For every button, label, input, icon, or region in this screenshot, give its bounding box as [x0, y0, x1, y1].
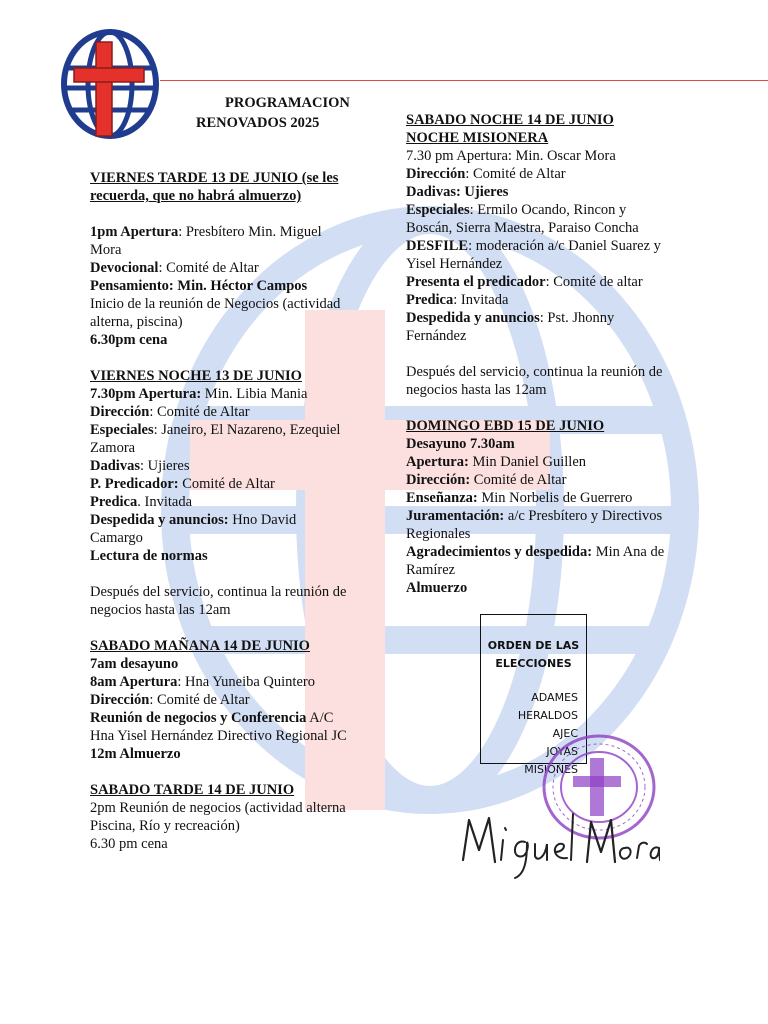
program-line: Presenta el predicador: Comité de altar [406, 274, 643, 290]
elections-box-title: ORDEN DE LAS ELECCIONES [487, 639, 580, 670]
program-line: Dirección: Comité de Altar [90, 692, 250, 708]
program-line: Dirección: Comité de Altar [406, 472, 567, 488]
section-heading: DOMINGO EBD 15 DE JUNIO [406, 418, 605, 434]
program-line: 12m Almuerzo [90, 746, 181, 762]
program-line: Dadivas: Ujieres [406, 184, 509, 200]
section-heading: SABADO TARDE 14 DE JUNIO [90, 782, 295, 798]
section-heading: VIERNES TARDE 13 DE JUNIO (se les [90, 170, 339, 186]
program-line: 6.30pm cena [90, 332, 168, 348]
program-line: Pensamiento: Min. Héctor Campos [90, 278, 308, 294]
program-line: 7.30pm Apertura: Min. Libia Mania [90, 386, 308, 402]
left-column [90, 169, 390, 853]
program-line: 6.30 pm cena [90, 836, 168, 852]
program-line: Dadivas: Ujieres [90, 458, 190, 474]
program-line: Reunión de negocios y Conferencia A/C [90, 710, 334, 726]
program-line: 2pm Reunión de negocios (actividad alterna [90, 800, 346, 816]
program-line: Desayuno 7.30am [406, 436, 515, 452]
election-item: HERALDOS [517, 709, 578, 722]
program-line: 7.30 pm Apertura: Min. Oscar Mora [406, 148, 616, 164]
program-line: Yisel Hernández [406, 256, 503, 272]
program-line: Mora [90, 242, 122, 258]
program-line: 7am desayuno [90, 656, 179, 672]
program-line: Regionales [406, 526, 471, 542]
program-line: Después del servicio, continua la reunión de [90, 584, 347, 600]
program-line: Apertura: Min Daniel Guillen [406, 454, 587, 470]
program-line: DESFILE: moderación a/c Daniel Suarez y [406, 238, 661, 254]
program-line: Especiales: Ermilo Ocando, Rincon y [406, 202, 627, 218]
program-line: alterna, piscina) [90, 314, 183, 330]
program-line: Zamora [90, 440, 136, 456]
program-line: Dirección: Comité de Altar [90, 404, 250, 420]
program-line: Dirección: Comité de Altar [406, 166, 566, 182]
program-line: Piscina, Río y recreación) [90, 818, 240, 834]
header-divider [160, 80, 768, 81]
right-column [406, 111, 696, 597]
program-line: Ramírez [406, 562, 456, 578]
program-line: 8am Apertura: Hna Yuneiba Quintero [90, 674, 315, 690]
election-item: MISIONES [524, 763, 578, 776]
section-heading: VIERNES NOCHE 13 DE JUNIO [90, 368, 302, 384]
program-line: Predica. Invitada [90, 494, 193, 510]
election-item: AJEC [552, 727, 578, 740]
signature [455, 800, 660, 880]
title-line-1: PROGRAMACION [225, 95, 350, 111]
section-heading: SABADO NOCHE 14 DE JUNIO [406, 112, 614, 128]
program-line: Devocional: Comité de Altar [90, 260, 259, 276]
program-line: negocios hasta las 12am [90, 602, 231, 618]
program-line: negocios hasta las 12am [406, 382, 547, 398]
program-line: P. Predicador: Comité de Altar [90, 476, 275, 492]
program-line: Hna Yisel Hernández Directivo Regional JC [90, 728, 347, 744]
program-line: Agradecimientos y despedida: Min Ana de [406, 544, 665, 560]
election-item: ADAMES [531, 691, 578, 704]
program-line: Inicio de la reunión de Negocios (actividad [90, 296, 341, 312]
program-line: Especiales: Janeiro, El Nazareno, Ezequiel [90, 422, 341, 438]
program-line: 1pm Apertura: Presbítero Min. Miguel [90, 224, 322, 240]
program-line: Almuerzo [406, 580, 468, 596]
program-line: Despedida y anuncios: Pst. Jhonny [406, 310, 615, 326]
program-line: Lectura de normas [90, 548, 208, 564]
section-heading: SABADO MAÑANA 14 DE JUNIO [90, 638, 310, 654]
program-line: Predica: Invitada [406, 292, 509, 308]
program-line: Enseñanza: Min Norbelis de Guerrero [406, 490, 633, 506]
church-logo-icon [60, 28, 160, 140]
program-line: Después del servicio, continua la reunión de [406, 364, 663, 380]
section-heading: NOCHE MISIONERA [406, 130, 549, 146]
program-line: Boscán, Sierra Maestra, Paraiso Concha [406, 220, 639, 236]
program-line: Fernández [406, 328, 467, 344]
program-line: Camargo [90, 530, 143, 546]
program-line: Despedida y anuncios: Hno David [90, 512, 297, 528]
title-line-2: RENOVADOS 2025 [196, 115, 320, 131]
election-item: JOYAS [546, 745, 578, 758]
program-line: Juramentación: a/c Presbítero y Directivos [406, 508, 663, 524]
section-heading: recuerda, que no habrá almuerzo) [90, 188, 302, 204]
